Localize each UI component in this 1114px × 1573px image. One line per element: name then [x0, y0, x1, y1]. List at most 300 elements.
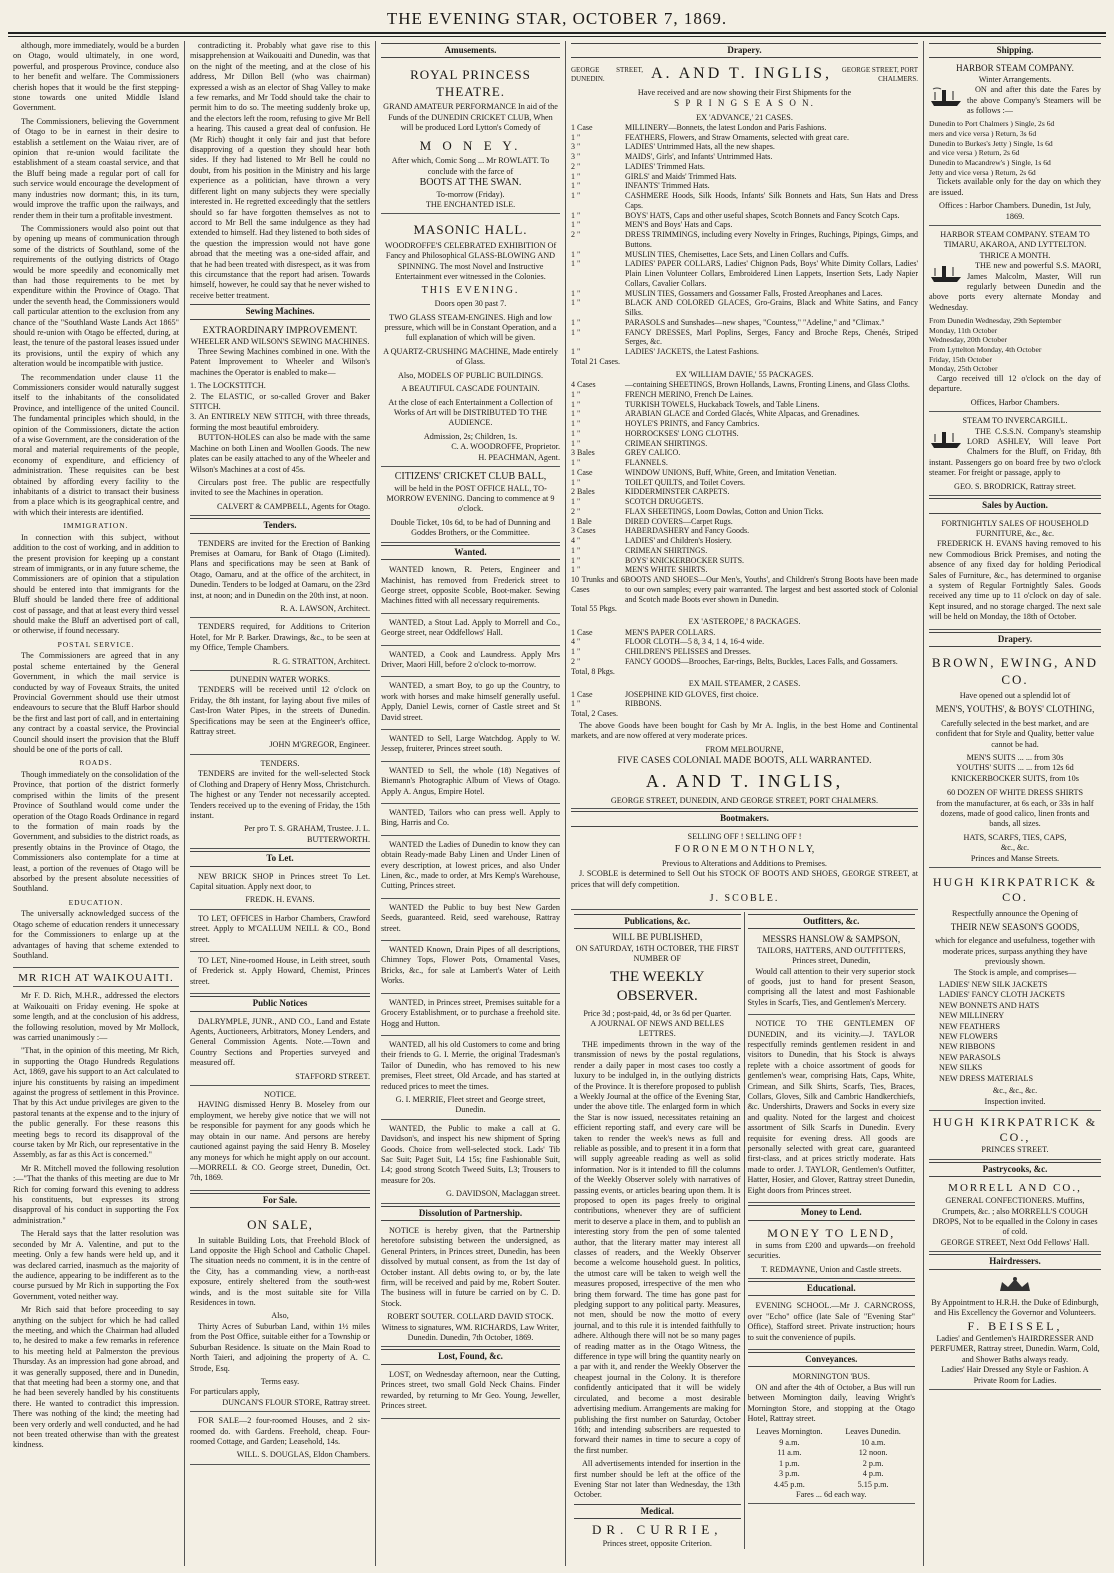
ad-signature: ROBERT SOUTER. COLLARD DAVID STOCK. Witness to signatures, WM. RICHARDS, Law Writer, Dunedin. Dunedin, 7th October, 1869.	[381, 1312, 560, 1343]
ad-text: WANTED, a Stout Lad. Apply to Morrell and Co., George street, near Oddfellows' Hall.	[381, 617, 560, 638]
article-paragraph: The Commissioners are agreed that in any postal scheme entertained by the General Government, in which the mail service is conducted by way of Foveaux Straits, the united Provincial Government should use their utmost endeavours to secure that the Bluff Harbor should be the first and last port of call, and in entertaining any contract by a coastal service, the Provincial Council should insert the provision that the Bluff should be one of the ports of call.	[13, 651, 179, 755]
shipment-item	[571, 448, 918, 458]
ad-text: WANTED, the Public to make a call at G. Davidson's, and inspect his new shipment of Spring Goods. Choice from well-selected stock. Lads' Tib Sac Suit; Paget Suit, L4 15s; fine Fashionable Suit, L4; good strong Scotch Tweed Suits, L3; Trousers to measure for 20s.	[381, 1123, 560, 1185]
shipment-quantity: 1 "	[571, 477, 581, 487]
shipment-item	[571, 298, 918, 318]
shipment-item	[571, 497, 918, 507]
shipment-description: CHILDREN'S PELISSES and Dresses.	[625, 647, 751, 657]
ad-text: In suitable Building Lots, that Freehold Block of Land opposite the High School and Catholic Chapel. The situation needs no comment, it is in the centre of the City, has a commanding view, a north-east exposure, entirely sheltered from the south-west winds, and is the most suitable site for Villa Residences in town.	[190, 1235, 370, 1308]
inglis-footer-text: FROM MELBOURNE,	[705, 744, 784, 754]
inglis-header	[571, 61, 918, 87]
ad-text: BUTTON-HOLES can also be made with the same Machine on both Linen and Woollen Goods. The new plates can be easily attached to any of the Wheeler and Wilson's Machines at a cost of 45s.	[190, 433, 370, 474]
shipment-item	[571, 357, 918, 367]
shipment-item	[571, 172, 918, 182]
shipment-description: SCOTCH DRUGGETS.	[625, 497, 704, 507]
ad-signature: Princes and Manse Streets.	[970, 853, 1060, 863]
shipment-list	[571, 380, 918, 614]
ad-masonic-hall	[381, 216, 560, 467]
ad-text: from the manufacturer, at 6s each, or 33s in half dozens, made of good calico, linen fronts and bands, all sizes.	[936, 798, 1094, 829]
timetable-times	[831, 1438, 915, 1490]
shipment-quantity: 1 Case	[571, 689, 593, 699]
ad-text: Have opened out a splendid lot of	[959, 691, 1071, 700]
ad-text: which for elegance and usefulness, together with moderate prices, surpass anything they have previously shown.	[935, 936, 1095, 967]
price-line: YOUTHS' SUITS ... ... from 12s 6d	[956, 763, 1074, 773]
shipment-item	[571, 250, 918, 260]
ad-headline: SELLING OFF ! SELLING OFF !	[687, 831, 802, 841]
article-title: MR RICH AT WAIKOUAITI.	[13, 967, 179, 987]
shipment-quantity: 1 "	[571, 288, 581, 298]
section-header-for-sale: For Sale.	[190, 1193, 370, 1208]
ad-text: Respectfully announce the Opening of	[952, 908, 1078, 918]
goods-list	[929, 980, 1101, 1084]
ad-text: TENDERS are invited for the Erection of Banking Premises at Oamaru, for Bank of Otago (Limited). Plans and specifications may be seen at Bank of Otago, Oamaru, and at the office of the architect, in Dunedin. Tenders to be lodged at Oamaru, on the 23rd inst, at noon; and in Dunedin on the 20th inst, at noon.	[190, 538, 370, 600]
shipment-quantity: 1 "	[571, 327, 581, 337]
ad-text: Fares ... 6d each way.	[796, 1489, 867, 1499]
ad-brand: HUGH KIRKPATRICK & CO.,	[932, 1114, 1098, 1145]
ad-feature-title: THIS EVENING.	[421, 284, 520, 296]
ad-text: WANTED, all his old Customers to come and bring their friends to G. I. Merrie, the original Tradesman's Tailor of Dunedin, who has removed to his new premises, Fleet street, Old Arcade, and has started at reduced prices to meet the times.	[381, 1039, 560, 1091]
section-header-medical: Medical.	[574, 1504, 741, 1519]
inglis-season: S P R I N G S E A S O N.	[674, 98, 815, 109]
ad-signature: R. G. STRATTON, Architect.	[272, 656, 370, 666]
ad-text: All advertisements intended for insertion in the first number should be left at the office of the Evening Star not later than Wednesday, the 13th October.	[574, 1459, 741, 1500]
shipment-quantity: 1 "	[571, 555, 581, 565]
shipment-quantity: 1 Case	[571, 627, 593, 637]
timetable-time: 10 a.m.	[860, 1437, 886, 1447]
fare-row: Dunedin to Macandrew's ) Single, 1s 6d	[929, 158, 1051, 168]
ad-to-let	[190, 954, 370, 994]
section-header-auction: Sales by Auction.	[929, 498, 1101, 513]
shipment-item	[571, 390, 918, 400]
shipment-description: MEN'S and Boys' Hats and Caps.	[625, 220, 733, 230]
ad-text: Previous to Alterations and Additions to Premises.	[662, 859, 827, 868]
split-right	[745, 912, 919, 1549]
ad-dissolution	[381, 1224, 560, 1347]
ad-signature: CALVERT & CAMPBELL, Agents for Otago.	[216, 501, 370, 511]
shipment-description: LADIES' and Children's Hosiery.	[625, 536, 732, 546]
ad-steam-invercargill	[929, 414, 1101, 496]
ad-signature: H. PEACHMAN, Agent.	[478, 452, 560, 462]
shipment-item	[571, 328, 918, 348]
ad-headline: MEN'S, YOUTHS', & BOYS' CLOTHING,	[935, 704, 1095, 715]
fare-row: Dunedin to Burkes's Jetty ) Single, 1s 6d	[929, 138, 1053, 148]
shipment-description: —containing SHEETINGS, Brown Hollands, Lawns, Fronting Linens, and Glass Cloths.	[625, 380, 910, 390]
section-header-drapery: Drapery.	[929, 632, 1101, 647]
shipment-quantity: 1 "	[571, 220, 581, 230]
ad-headline: HARBOR STEAM COMPANY.	[956, 63, 1074, 74]
ad-text: GRAND AMATEUR PERFORMANCE In aid of the Funds of the DUNEDIN CRICKET CLUB, When will be produced Lord Lytton's Comedy of	[383, 102, 558, 133]
shipment-quantity: 1 Case	[571, 122, 593, 132]
ad-headline: MESSRS HANSLOW & SAMPSON,	[762, 934, 901, 945]
ad-text: TWO GLASS STEAM-ENGINES. High and low pressure, which will be in Constant Operation, and a full explanation of which will be given.	[384, 312, 557, 343]
timetable-time: 11 a.m.	[777, 1448, 802, 1458]
column-2	[185, 41, 376, 1566]
shipment-item	[571, 478, 918, 488]
shipment-quantity: 2 "	[571, 506, 581, 516]
column-5	[924, 41, 1106, 1566]
ad-harbor-steam	[929, 61, 1101, 226]
article-paragraph: "That, in the opinion of this meeting, Mr Rich, in supporting the Otago Hundreds Regulations Act, 1869, gave his support to an Act calculated to injure his constituents by raising an impediment against the progress of settlement in this Province. That by this Act undue privileges are given to the pastoral tenants at the expense and to the injury of the public generally. For these reasons this meeting begs to record its disapproval of the course taken by Mr Rich, our representative in the Assembly, as far as this Act is concerned."	[13, 1046, 179, 1160]
ad-sewing-machines	[190, 323, 370, 517]
ad-public-notice	[190, 1088, 370, 1191]
shipment-quantity: Total, 2 Cases.	[571, 709, 618, 719]
shipment-item	[571, 181, 918, 191]
section-subheading: IMMIGRATION.	[63, 521, 129, 531]
shipment-heading: EX MAIL STEAMER, 2 CASES.	[688, 679, 801, 689]
section-header-wanted: Wanted.	[381, 545, 560, 560]
ad-signature: FREDK. H. EVANS.	[245, 895, 315, 905]
ad-text: WANTED, a smart Boy, to go up the Country, to work with horses and make himself generally useful. Apply, Daniel Lewis, corner of Castle street and St David street.	[381, 681, 560, 722]
ad-feature-title: BOOTS AT THE SWAN.	[419, 176, 522, 188]
fare-row: and vice versa ) Return, 2s 6d	[929, 148, 1020, 158]
shipment-description: CRIMEAN SHIRTINGS.	[625, 545, 708, 555]
column-1	[8, 41, 185, 1566]
ad-text: WANTED the Public to buy best New Garden Seeds, guaranteed. Reid, seed warehouse, Rattray street.	[381, 902, 560, 933]
ad-lost	[381, 1368, 560, 1419]
shipment-description: MILLINERY—Bonnets, the latest London and Paris Fashions.	[625, 122, 827, 132]
article-paragraph: The Commissioners, believing the Government of Otago to be in earnest in their desire to establish a settlement on the Waiau river, are of opinion that re-union would facilitate the establishment of a steam coastal service, and that the Bluff being made a regular port of call for such service would encourage the development of many industries now dormant; this, in its turn, would improve the traffic upon the railways, and render them in their turn a profitable investment.	[13, 116, 179, 220]
masthead-rule	[8, 32, 1106, 37]
inglis-brand: A. AND T. INGLIS,	[645, 771, 844, 792]
ad-text: At the close of each Entertainment a Collection of Works of Art will be DISTRIBUTED TO THE AUDIENCE.	[388, 397, 553, 428]
shipment-quantity: 1 "	[571, 428, 581, 438]
ad-text: By Appointment to H.R.H. the Duke of Edinburgh, and His Excellency the Governor and Volunteers.	[931, 1298, 1099, 1318]
ad-headline: MONEY TO LEND,	[767, 1225, 896, 1240]
shipment-item	[571, 517, 918, 527]
ad-for-sale	[190, 1414, 370, 1465]
ad-text: Thirty Acres of Suburban Land, within 1½ miles from the Post Office, suitable either for a Township or Suburban Residence. Is situate on the Main Road to North Taieri, and adjoining the property of A. C. Strode, Esq.	[190, 1321, 370, 1373]
shipment-description: LADIES' PAPER COLLARS, Ladies' Chignon Pads, Boys' White Dimity Collars, Ladies' Plain Linen Volunteer Collars, Embroidered Linen Lappets, Insertion Sets, Lady Napier Collars, Cavalier Collars.	[625, 259, 918, 288]
ad-text: Three Sewing Machines combined in one. With the Patent Improvement to Wheeler and Wilson's machines the Operator is enabled to make—	[190, 347, 370, 377]
ad-wanted	[381, 901, 560, 941]
ad-text: THE C.S.S.N. Company's steamship LORD ASHLEY, Will leave Port Chalmers for the Bluff, on Friday, 8th instant. Passengers go on board free by two o'clock steamer. For freight or passage, apply to	[929, 426, 1101, 478]
goods-list-item: LADIES' NEW SILK JACKETS	[939, 980, 1048, 990]
shipment-description: FANCY GOODS—Brooches, Ear-rings, Belts, Buckles, Laces Falls, and Gossamers.	[625, 656, 898, 666]
section-subheading: ROADS.	[79, 758, 113, 768]
shipment-quantity: 1 "	[571, 409, 581, 419]
ad-text: Ladies' Hair Dressed any Style or Fashion. A Private Room for Ladies.	[941, 1365, 1089, 1385]
section-header-bootmakers: Bootmakers.	[571, 811, 918, 826]
ad-headline: TENDERS.	[260, 758, 300, 768]
goods-list-item: NEW FEATHERS	[939, 1021, 1001, 1031]
ad-signature: Offices, Harbor Chambers.	[970, 397, 1060, 407]
ad-theatre	[381, 61, 560, 214]
shipment-quantity: Total, 8 Pkgs.	[571, 666, 615, 676]
ad-text: Also,	[271, 1311, 289, 1321]
ad-text: A JOURNAL OF NEWS AND BELLES LETTRES.	[590, 1019, 725, 1039]
timetable-left	[748, 1427, 832, 1489]
ad-list-item: 1. The LOCKSTITCH.	[190, 381, 266, 391]
shipment-heading: EX 'ASTEROPE,' 8 PACKAGES.	[688, 617, 801, 627]
shipment-item	[571, 230, 918, 250]
shipment-item	[571, 419, 918, 429]
inglis-footer-text: GEORGE STREET, DUNEDIN, AND GEORGE STREET, PORT CHALMERS.	[571, 796, 918, 809]
shipment-item	[571, 409, 918, 419]
shipment-description: BOYS' HATS, Caps and other useful shapes, Scotch Bonnets and Fancy Scotch Caps.	[625, 210, 900, 220]
sailing-row: From Lyttelton Monday, 4th October	[929, 345, 1042, 355]
timetable-time: 4.45 p.m.	[773, 1479, 805, 1489]
ad-beissel	[929, 1273, 1101, 1390]
article-paragraph: The universally acknowledged success of the Otago scheme of education renders it unnecessary for the Commissioners to enlarge up at the advantages of having that scheme extended to Southland.	[13, 909, 179, 960]
timetable-time: 12 noon.	[858, 1448, 888, 1458]
ad-brand: HUGH KIRKPATRICK & CO.	[932, 875, 1098, 905]
inglis-footer-text: The above Goods have been bought for Cash by Mr A. Inglis, in the best Home and Continental markets, and are now offered at very moderate prices.	[571, 720, 918, 741]
shipment-item	[571, 400, 918, 410]
ad-text: NEW BRICK SHOP in Princes street To Let. Capital situation. Apply next door, to	[190, 871, 370, 891]
shipment-description: FLAX SHEETINGS, Loom Dowlas, Cotton and Union Ticks.	[625, 506, 824, 516]
shipment-quantity: 1 "	[571, 298, 581, 308]
timetable	[748, 1427, 916, 1489]
ad-outfitter	[748, 1017, 916, 1203]
ad-tender	[190, 673, 370, 755]
ad-headline: MASONIC HALL.	[413, 222, 528, 238]
ad-text: Admission, 2s; Children, 1s.	[423, 431, 518, 441]
ad-headline: HARBOR STEAM COMPANY. STEAM TO TIMARU, AKAROA, AND LYTTELTON.	[940, 229, 1090, 250]
ad-text: ON SATURDAY, 16TH OCTOBER, THE FIRST NUMBER OF	[575, 943, 739, 964]
shipment-quantity: 1 "	[571, 419, 581, 429]
ad-text: TENDERS are invited for the well-selected Stock of Clothing and Drapery of Henry Moss, Christchurch. The highest or any Tender not necessarily accepted. Tenders received up to the evening of Friday, the 15th instant.	[190, 769, 370, 820]
ad-signature: JOHN M'GREGOR, Engineer.	[269, 740, 370, 750]
ad-wanted	[381, 943, 560, 994]
ad-text: ON and after this date the Fares by the above Company's Steamers will be as follows :—	[967, 85, 1101, 116]
ad-text: Cargo received till 12 o'clock on the day of departure.	[929, 374, 1101, 394]
shipment-item	[571, 191, 918, 211]
ad-conveyance	[748, 1370, 916, 1504]
shipment-description: MUSLIN TIES, Gossamers and Gossamer Falls, Frosted Areophanes and Laces.	[625, 288, 883, 298]
ad-feature-title: THE WEEKLY OBSERVER.	[610, 968, 705, 1004]
ad-kirkpatrick	[929, 870, 1101, 1111]
shipment-item	[571, 536, 918, 546]
shipment-quantity: 1 "	[571, 181, 581, 191]
shipment-quantity: 1 "	[571, 438, 581, 448]
ad-tender	[190, 757, 370, 849]
ad-wanted	[381, 1122, 560, 1204]
shipment-item	[571, 347, 918, 357]
ad-text: HAVING dismissed Henry B. Moseley from our employment, we hereby give notice that we will not be responsible for payment for any goods which he may obtain in our name. And persons are hereby cautioned against paying the said Henry B. Moseley any moneys for which he might apply on our account.—MORRELL & CO. George street, Dunedin, Oct. 7th, 1869.	[190, 1100, 370, 1183]
shipment-item	[571, 657, 918, 667]
shipment-description: FEATHERS, Flowers, and Straw Ornaments, selected with great care.	[625, 132, 849, 142]
shipment-quantity: 1 "	[571, 389, 581, 399]
shipment-item	[571, 575, 918, 604]
ad-text: Price 3d ; post-paid, 4d, or 3s 6d per Quarter.	[583, 1008, 732, 1018]
ad-text: FOR SALE—2 four-roomed Houses, and 2 six-roomed do. with Gardens. Freehold, cheap. Four-roomed Cottage, and Garden; Leasehold, 14s.	[190, 1416, 370, 1446]
inglis-footer-text: FIVE CASES COLONIAL MADE BOOTS, ALL WARRANTED.	[617, 756, 872, 767]
shipment-description: INFANTS' Trimmed Hats.	[625, 181, 710, 191]
section-header-to-let: To Let.	[190, 851, 370, 866]
shipment-description: GREY CALICO.	[625, 448, 681, 458]
shipment-quantity: 1 "	[571, 565, 581, 575]
shipment-item	[571, 709, 918, 719]
ad-text: ON and after the 4th of October, a Bus will run between Mornington daily, leaving Wright's Mornington Store, and stopping at the Otago Hotel, Rattray street.	[747, 1382, 915, 1424]
sailing-table	[929, 316, 1101, 374]
goods-list-item: NEW BONNETS AND HATS	[939, 1000, 1040, 1010]
shipment-quantity: 1 "	[571, 458, 581, 468]
ad-text: WANTED, in Princes street, Premises suitable for a Grocery Establishment, or to purchase a freehold site. Hogg and Hutton.	[381, 997, 560, 1028]
steamship-icon	[929, 428, 963, 453]
ad-text: EVENING SCHOOL.—Mr J. CARNCROSS, over "Echo" office (late Sale of "Evening Star" Office), Stafford street. Private instruction; hours to suit the convenience of pupils.	[747, 1301, 915, 1342]
shipment-item	[571, 565, 918, 575]
ad-text: WANTED to Sell, Large Watchdog. Apply to W. Jessep, fruiterer, Princes street south.	[381, 733, 560, 754]
shipment-description: CASHMERE Hoods, Silk Hoods, Infants' Silk Bonnets and Hats, Sun Hats and Dress Caps.	[625, 191, 918, 210]
shipment-item	[571, 142, 918, 152]
goods-list-item: NEW FLOWERS	[939, 1032, 998, 1042]
shipment-description: LADIES' JACKETS, the Latest Fashions.	[625, 347, 759, 357]
ad-subheadline: Winter Arrangements.	[978, 74, 1052, 84]
shipment-description: KIDDERMINSTER CARPETS.	[625, 487, 730, 497]
shipment-item	[571, 439, 918, 449]
goods-list-item: NEW MILLINERY	[939, 1011, 1005, 1021]
royal-crest-icon	[929, 1276, 1101, 1297]
shipment-description	[625, 709, 918, 719]
shipment-item	[571, 546, 918, 556]
ad-text: Princes street, Dunedin,	[792, 956, 871, 966]
inglis-address-right: GEORGE STREET, PORT CHALMERS.	[841, 65, 918, 83]
ad-signature: Offices : Harbor Chambers. Dunedin, 1st July, 1869.	[939, 201, 1091, 221]
ad-headline: THEIR NEW SEASON'S GOODS,	[950, 921, 1080, 932]
ad-educational	[748, 1299, 916, 1350]
ad-text: TO LET, OFFICES in Harbor Chambers, Crawford street. Apply to M'CALLUM NEILL & CO., Bond street.	[190, 913, 370, 944]
ad-headline: F O R O N E M O N T H O N L Y,	[674, 844, 815, 856]
shipment-item	[571, 628, 918, 638]
shipment-item	[571, 259, 918, 288]
ad-text: LOST, on Wednesday afternoon, near the Cutting, Princes street, two small Gold Neck Chains. Finder rewarded, by returning to Mr Geo. Young, Jeweller, Princes street.	[381, 1369, 560, 1411]
shipment-description: RIBBONS.	[625, 699, 662, 709]
shipment-description: DRESS TRIMMINGS, including every Novelty in Fringes, Ruchings, Pipings, Gimps, and Buttons.	[625, 230, 918, 249]
timetable-time: 3 p.m.	[779, 1469, 800, 1479]
shipment-description: MEN'S PAPER COLLARS.	[625, 627, 716, 637]
ad-headline: ON SALE,	[247, 1217, 313, 1233]
section-header-publications: Publications, &c.	[574, 914, 741, 929]
price-line: MEN'S SUITS ... ... from 30s	[966, 753, 1064, 763]
goods-list-item: NEW PARASOLS	[939, 1052, 1001, 1062]
ad-text: J. SCOBLE is determined to Sell Out his STOCK OF BOOTS AND SHOES, GEORGE STREET, at prices that will defy competition.	[571, 869, 918, 889]
shipment-quantity: 1 "	[571, 699, 581, 709]
shipment-description: LADIES' Trimmed Hats.	[625, 161, 705, 171]
shipment-quantity: 1 "	[571, 249, 581, 259]
ad-wanted	[381, 806, 560, 836]
ad-wanted	[381, 563, 560, 614]
section-header-lost-found: Lost, Found, &c.	[381, 1349, 560, 1364]
shipment-item	[571, 507, 918, 517]
ad-to-let	[190, 870, 370, 910]
shipment-quantity: 1 "	[571, 399, 581, 409]
steamship-icon	[929, 262, 963, 287]
ad-wanted	[381, 732, 560, 762]
shipment-description: HORROCKSES' LONG CLOTHS.	[625, 428, 739, 438]
ad-signature: R. A. LAWSON, Architect.	[280, 604, 370, 613]
ad-headline: 60 DOZEN OF WHITE DRESS SHIRTS	[946, 788, 1084, 798]
shipment-item	[571, 162, 918, 172]
shipment-quantity: 1 "	[571, 191, 581, 201]
article-paragraph: although, more immediately, would be a burden on Otago, would ultimately, in one word, powerful, and prosperous Province, conduce also to her benefit and welfare. The Commissioners cherish hopes that it would be the first stepping-stone towards one united Middle Island Government.	[13, 41, 179, 113]
shipment-description: CRIMEAN SHIRTINGS.	[625, 438, 708, 448]
two-column-split	[571, 912, 918, 1549]
inglis-brand: A. AND T. INGLIS,	[650, 65, 833, 83]
section-subheading: POSTAL SERVICE.	[57, 639, 135, 649]
ad-text: in sums from £200 and upwards—on freehold securities.	[747, 1240, 915, 1261]
ad-headline: STEAM TO INVERCARGILL.	[962, 416, 1068, 426]
ad-headline: DR. CURRIE,	[592, 1522, 723, 1538]
shipment-quantity: 3 "	[571, 152, 581, 162]
shipment-item	[571, 526, 918, 536]
ad-signature: G. I. MERRIE, Fleet street and George street, Dunedin.	[395, 1094, 546, 1115]
shipment-item	[571, 556, 918, 566]
section-header-tenders: Tenders.	[190, 518, 370, 533]
ad-subheadline: WHEELER AND WILSON'S SEWING MACHINES.	[190, 336, 370, 346]
shipment-item	[571, 429, 918, 439]
ad-tender	[190, 537, 370, 619]
ad-brand: MORRELL AND CO.,	[948, 1182, 1082, 1195]
ad-text: For particulars apply,	[190, 1387, 260, 1397]
shipment-quantity: 4 Cases	[571, 380, 596, 390]
shipment-description: FLOOR CLOTH—5 8, 3 4, 1 4, 16-4 wide.	[625, 637, 765, 647]
timetable-times	[748, 1438, 832, 1490]
shipment-description: MEN'S WHITE SHIRTS.	[625, 565, 708, 575]
shipment-quantity: 1 Case	[571, 467, 593, 477]
ad-brand: F. BEISSEL,	[967, 1318, 1063, 1333]
fare-row: Dunedin to Port Chalmers ) Single, 2s 6d	[929, 119, 1055, 129]
shipment-quantity: 1 "	[571, 647, 581, 657]
ad-signature: G. DAVIDSON, Maclaggan street.	[446, 1189, 560, 1199]
ad-signature: GEO. S. BRODRICK, Rattray street.	[954, 481, 1076, 491]
ad-outfitter	[748, 932, 916, 1015]
ad-text: TENDERS required, for Additions to Criterion Hotel, for Mr P. Barker. Drawings, &c., to be seen at my Office, Temple Chambers.	[190, 622, 370, 653]
shipment-item	[571, 318, 918, 328]
ad-text: Would call attention to their very superior stock of goods, just to hand for present Season, comprising all the latest and most Fashionable Styles in Scarfs, Ties, and Gentlemen's Mercery.	[747, 966, 915, 1007]
price-line: KNICKERBOCKER SUITS, from 10s	[951, 773, 1079, 783]
shipment-description: FLANNELS.	[625, 458, 668, 468]
shipment-description	[625, 604, 918, 614]
inglis-address-left: GEORGE STREET, DUNEDIN.	[571, 65, 643, 83]
ad-brown-ewing	[929, 650, 1101, 868]
section-header-public-notices: Public Notices	[190, 996, 370, 1011]
shipment-item	[571, 647, 918, 657]
shipment-quantity: 2 Bales	[571, 487, 595, 497]
shipment-description: BLACK AND COLORED GLACES, Gro-Grains, Black and White Satins, and Fancy Silks.	[625, 298, 918, 318]
shipment-quantity: 1 "	[571, 497, 581, 507]
ad-text: WANTED to Sell, the whole (18) Negatives of Biemann's Photographic Album of Views of Otago. Apply A. Angus, Empire Hotel.	[381, 765, 560, 796]
ad-text: WANTED the Ladies of Dunedin to know they can obtain Ready-made Baby Linen and Under Linen of every description, at lowest prices, and also Under Linen, &c., made to order, at Mrs Kemp's Warehouse, Cutting, Princes street.	[381, 839, 560, 891]
ad-text: PRINCES STREET.	[981, 1145, 1049, 1155]
ad-signature: J. SCOBLE.	[709, 893, 780, 905]
article-paragraph: The Herald says that the latter resolution was seconded by Mr A. Valentine, and put to the meeting. Only a few hands were held up, and it was declared carried, inasmuch as the majority of the audience, appearing to be indifferent as to the course pursued by Mr Rich in supporting the Fox Government, voted neither way.	[13, 1229, 179, 1301]
shipment-description: FRENCH MERINO, French De Laines.	[625, 389, 753, 399]
inglis-intro: Have received and are now showing their First Shipments for the	[637, 87, 852, 97]
shipment-item	[571, 637, 918, 647]
ad-text: will be held in the POST OFFICE HALL, TO-MORROW EVENING. Dancing to commence at 9 o'clock.	[386, 483, 555, 514]
shipment-list	[571, 628, 918, 677]
shipment-item	[571, 123, 918, 133]
shipment-quantity: 1 "	[571, 132, 581, 142]
split-left	[571, 912, 745, 1549]
ad-text: Circulars post free. The public are respectfully invited to see the Machines in operation.	[190, 477, 370, 498]
shipment-description: HABERDASHERY and Fancy Goods.	[625, 526, 750, 536]
shipment-item	[571, 667, 918, 677]
shipment-description: GIRLS' and Maids' Trimmed Hats.	[625, 171, 737, 181]
ad-text: Inspection invited.	[984, 1096, 1046, 1106]
ad-text: Doors open 30 past 7.	[434, 299, 507, 309]
fare-row: Jetty and vice versa ) Return, 2s 6d	[929, 167, 1036, 177]
section-header-dissolution: Dissolution of Partnership.	[381, 1206, 560, 1221]
shipment-item	[571, 699, 918, 709]
shipment-item	[571, 468, 918, 478]
ad-wanted	[381, 1038, 560, 1120]
shipment-description: FANCY DRESSES, Marl Poplins, Serges, Fancy and Broche Reps, Chenés, Striped Serges, &c.	[625, 327, 918, 347]
article-paragraph: The Commissioners would also point out that by opening up means of communication through some of the districts of Southland, some of the requirements of the outlying districts of Otago would be more speedily and economically met than had those requirements to be met by expenditure within the Province of Otago. That under the seventh head, the Commissioners would call particular attention to the exclusion from any chance of the "Southland Waste Lands Act 1865" should re-union with Otago be effected, during, at least, the tenure of the pastoral leases issued under its provisions, until the expiry of which any alteration would be incompatible with justice.	[13, 223, 179, 369]
shipment-quantity: 3 Bales	[571, 448, 595, 458]
ad-text: GENERAL CONFECTIONERS. Muffins, Crumpets, &c. ; also MORRELL'S COUGH DROPS, Not to be equalled in the Colony in cases of cold.	[932, 1196, 1098, 1237]
section-header-money: Money to Lend.	[748, 1205, 916, 1220]
